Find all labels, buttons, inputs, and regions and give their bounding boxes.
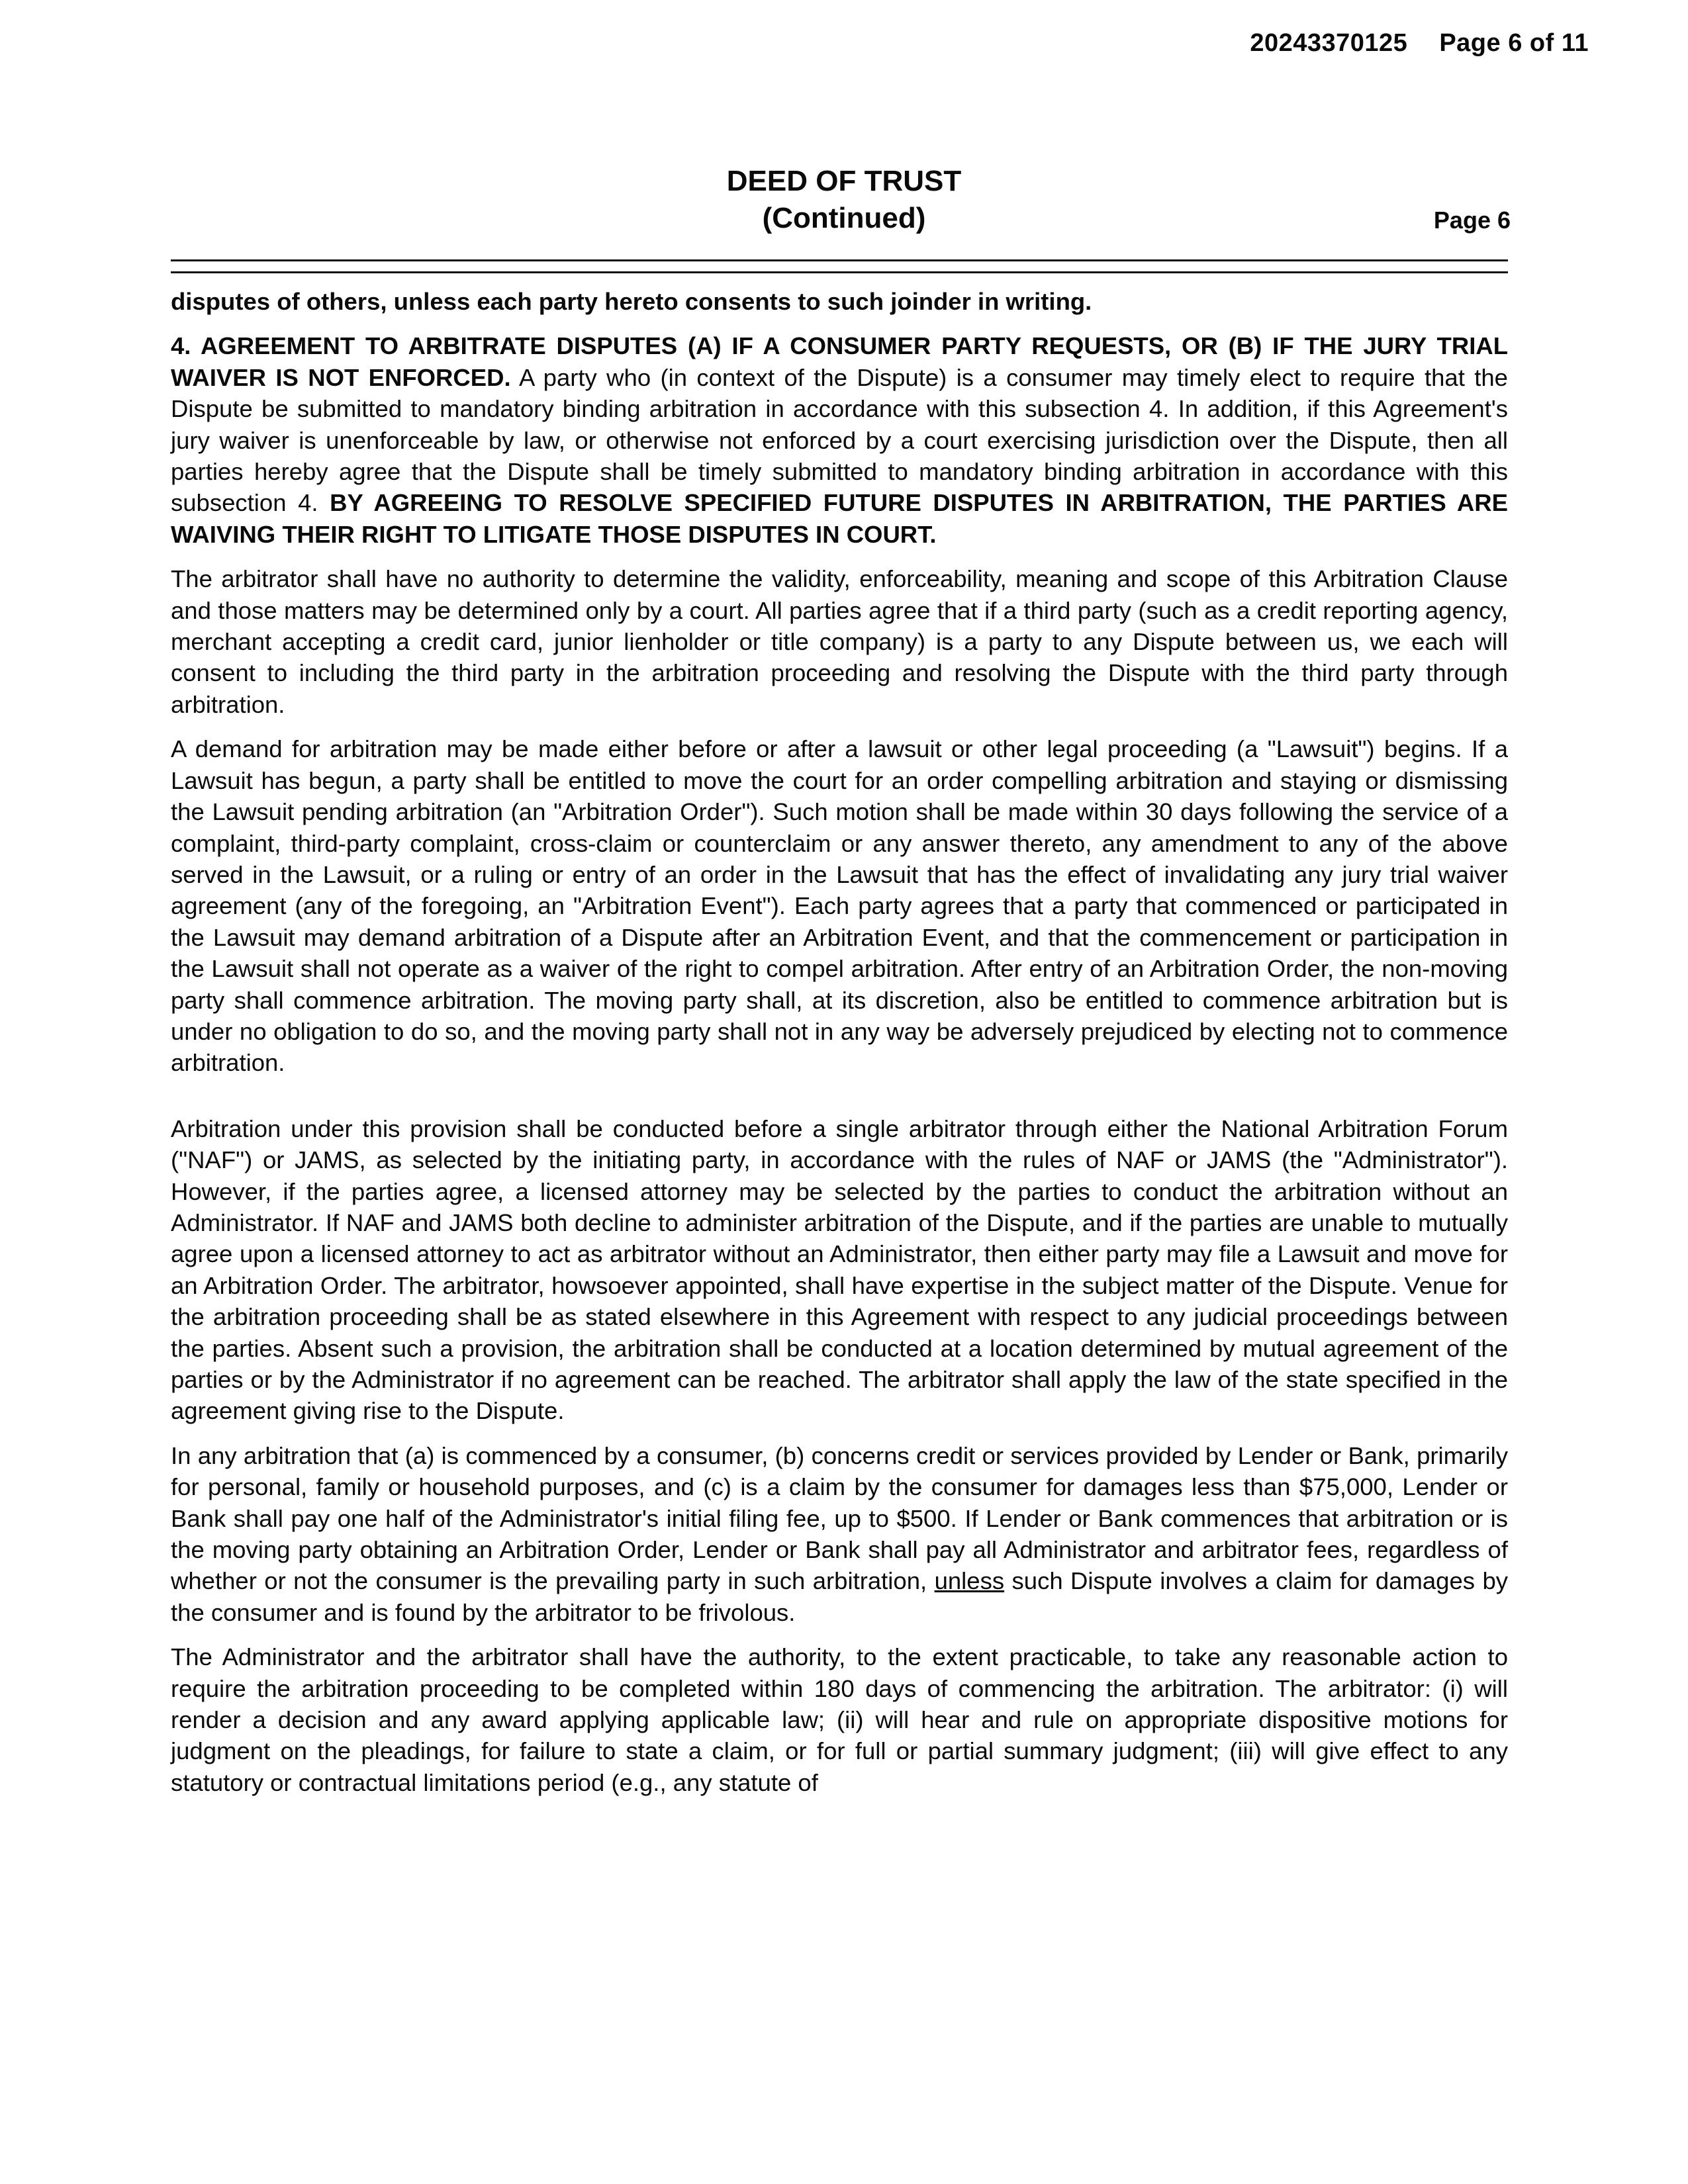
paragraph-demand-for-arbitration: A demand for arbitration may be made either before or after a lawsuit or other legal proceeding (a "Lawsuit") begins. If a Lawsuit has begun, a party shall be entitled to move the court for an order compelling arbitration and staying or dismissing the Lawsuit pending arbitration (an "Arbitration Order"). Such motion shall be made within 30 days following the service of a complaint, third-party complaint, cross-claim or counterclaim or any answer thereto, any amendment to any of the above served in the Lawsuit, or a ruling or entry of an order in the Lawsuit that has the effect of invalidating any jury trial waiver agreement (any of the foregoing, an "Arbitration Event"). Each party agrees that a party that commenced or participated in the Lawsuit may demand arbitration of a Dispute after an Arbitration Event, and that the commencement or participation in the Lawsuit shall not operate as a waiver of the right to compel arbitration. After entry of an Arbitration Order, the non-moving party shall commence arbitration. The moving party shall, at its discretion, also be entitled to commence arbitration but is under no obligation to do so, and the moving party shall not in any way be adversely prejudiced by electing not to commence arbitration. xyxy=(171,735,1508,1077)
document-body xyxy=(171,286,1508,1811)
document-id xyxy=(1250,29,1589,58)
paragraph-arbitration-fees xyxy=(171,1440,1508,1628)
paragraph-arbitrator-authority: The arbitrator shall have no authority to determine the validity, enforceability, meaning and scope of this Arbitration Clause and those matters may be determined only by a court. All parties agree that if a third party (such as a credit reporting agency, merchant accepting a credit card, junior lienholder or title company) is a party to any Dispute between us, we each will consent to including the third party in the arbitration proceeding and resolving the Dispute with the third party through arbitration. xyxy=(171,565,1508,718)
header-rule-bottom xyxy=(171,271,1508,273)
paragraph-continued: disputes of others, unless each party hereto consents to such joinder in writing. xyxy=(171,288,1092,315)
header-rule-top xyxy=(171,259,1508,261)
paragraph-arbitration-administrator: Arbitration under this provision shall be conducted before a single arbitrator through either the National Arbitration Forum ("NAF") or JAMS, as selected by the initiating party, in accordance with the rules of NAF or JAMS (the "Administrator"). However, if the parties agree, a licensed attorney may be selected by the parties to conduct the arbitration without an Administrator. If NAF and JAMS both decline to administer arbitration of the Dispute, and if the parties are unable to mutually agree upon a licensed attorney to act as arbitrator without an Administrator, then either party may file a Lawsuit and move for an Arbitration Order. The arbitrator, howsoever appointed, shall have expertise in the subject matter of the Dispute. Venue for the arbitration proceeding shall be as stated elsewhere in this Agreement with respect to any judicial proceedings between the parties. Absent such a provision, the arbitration shall be conducted at a location determined by mutual agreement of the parties or by the Administrator if no agreement can be reached. The arbitrator shall apply the law of the state specified in the agreement giving rise to the Dispute. xyxy=(171,1115,1508,1425)
document-subtitle: (Continued) xyxy=(762,202,926,234)
paragraph-text: such Dispute involves a claim for damages by the consumer and is found by the arbitrator to be frivolous. xyxy=(171,1567,1508,1626)
underlined-term: unless xyxy=(934,1567,1005,1595)
page-number: Page 6 xyxy=(1433,206,1511,234)
paragraph-arbitrator-powers: The Administrator and the arbitrator shall have the authority, to the extent practicable, to take any reasonable action to require the arbitration proceeding to be completed within 180 days of commencing the arbitration. The arbitrator: (i) will render a decision and any award applying applicable law; (ii) will hear and rule on appropriate dispositive motions for judgment on the pleadings, for failure to state a claim, or for full or partial summary judgment; (iii) will give effect to any statutory or contractual limitations period (e.g., any statute of xyxy=(171,1643,1508,1796)
waiver-notice: BY AGREEING TO RESOLVE SPECIFIED FUTURE DISPUTES IN ARBITRATION, THE PARTIES ARE WAIVING THEIR RIGHT TO LITIGATE THOSE DISPUTES IN COURT. xyxy=(171,489,1508,548)
paragraph-text: A party who (in context of the Dispute) is a consumer may timely elect to require that the Dispute be submitted to mandatory binding arbitration in accordance with this subsection 4. In addition, if this Agreement's jury waiver is unenforceable by law, or otherwise not enforced by a court exercising jurisdiction over the Dispute, then all parties hereby agree that the Dispute shall be timely submitted to mandatory binding arbitration in accordance with this subsection 4. xyxy=(171,363,1508,517)
paragraph-text: In any arbitration that (a) is commenced by a consumer, (b) concerns credit or services provided by Lender or Bank, primarily for personal, family or household purposes, and (c) is a claim by the consumer for damages less than $75,000, Lender or Bank shall pay one half of the Administrator's initial filing fee, up to $500. If Lender or Bank commences that arbitration or is the moving party obtaining an Arbitration Order, Lender or Bank shall pay all Administrator and arbitrator fees, regardless of whether or not the consumer is the prevailing party in such arbitration, xyxy=(171,1441,1508,1595)
paragraph-arbitrate-disputes xyxy=(171,330,1508,550)
document-title: DEED OF TRUST xyxy=(726,165,962,197)
doc-number: 20243370125 xyxy=(1250,29,1408,57)
section-heading: 4. AGREEMENT TO ARBITRATE DISPUTES (A) IF A CONSUMER PARTY REQUESTS, OR (B) IF THE JURY TRIAL WAIVER IS NOT ENFORCED. xyxy=(171,332,1508,391)
page-of-total: Page 6 of 11 xyxy=(1439,29,1589,57)
